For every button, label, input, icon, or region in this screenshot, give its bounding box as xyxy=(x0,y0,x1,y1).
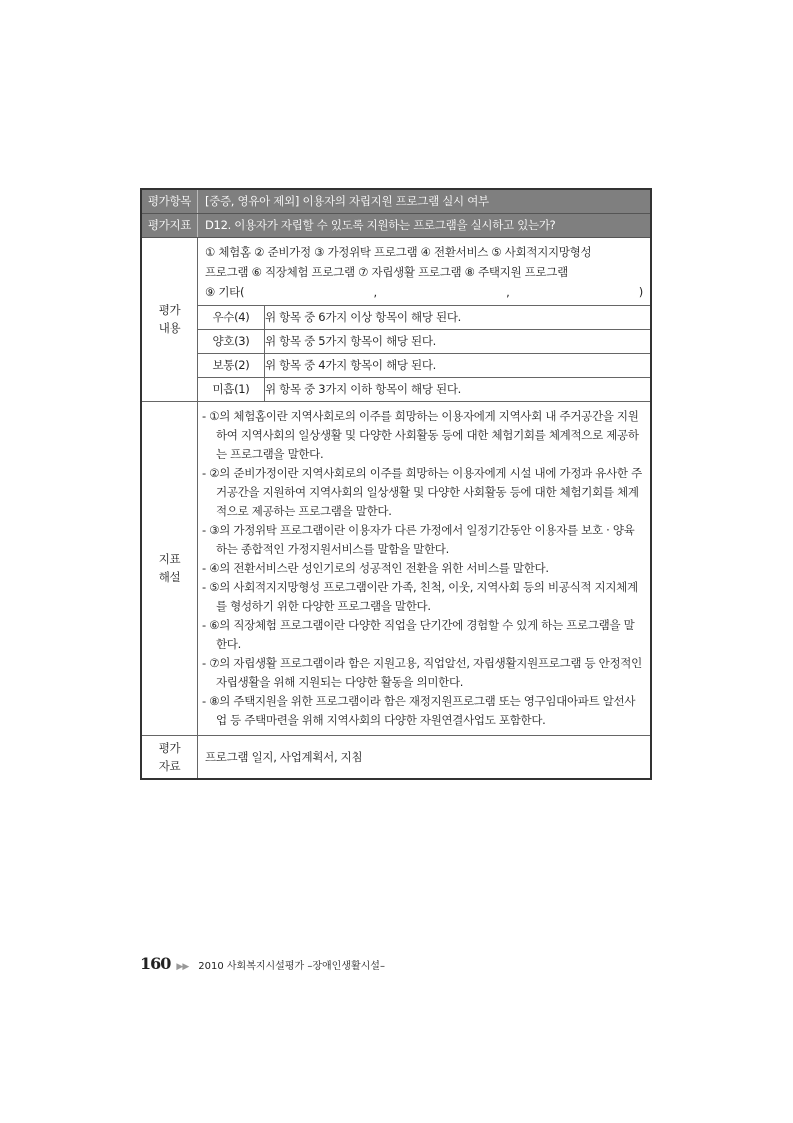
evaluation-table xyxy=(140,188,652,780)
grade-desc: 위 항목 중 5가지 항목이 해당 된다. xyxy=(265,329,651,353)
material-row xyxy=(141,735,651,779)
item-value: [중증, 영유아 제외] 이용자의 자립지원 프로그램 실시 여부 xyxy=(198,189,652,213)
grade-table xyxy=(198,306,650,401)
page-footer xyxy=(140,954,385,973)
footer-title: 2010 사회복지시설평가 –장애인생활시설– xyxy=(198,961,385,972)
grade-desc: 위 항목 중 4가지 항목이 해당 된다. xyxy=(265,353,651,377)
options-list xyxy=(198,238,650,306)
item-label: 평가항목 xyxy=(141,189,198,213)
explain-item: - ⑤의 사회적지지망형성 프로그램이란 가족, 친척, 이웃, 지역사회 등의 비공식적 지지체계를 형성하기 위한 다양한 프로그램을 말한다. xyxy=(202,579,638,613)
grade-row xyxy=(198,377,650,401)
options-comma: , xyxy=(506,284,510,299)
indicator-label: 평가지표 xyxy=(141,213,198,237)
explain-item: - ①의 체험홈이란 지역사회로의 이주를 희망하는 이용자에게 지역사회 내 주거공간을 지원하여 지역사회의 일상생활 및 다양한 사회활동 등에 대한 체험기회를 체계적으로 제공하는 프로그램을 말한다. xyxy=(202,408,639,461)
grade-row xyxy=(198,306,650,330)
grade-desc: 위 항목 중 6가지 이상 항목이 해당 된다. xyxy=(265,306,651,330)
explain-item: - ③의 가정위탁 프로그램이란 이용자가 다른 가정에서 일정기간동안 이용자를 보호 · 양육하는 종합적인 가정지원서비스를 말함을 말한다. xyxy=(202,522,635,556)
material-label: 평가 자료 xyxy=(141,735,198,779)
page-number: 160 xyxy=(140,954,171,973)
options-line: 프로그램 ⑥ 직장체험 프로그램 ⑦ 자립생활 프로그램 ⑧ 주택지원 프로그램 xyxy=(205,264,568,279)
grade-label: 보통(2) xyxy=(198,353,265,377)
grade-desc: 위 항목 중 3가지 이하 항목이 해당 된다. xyxy=(265,382,461,396)
explain-item: - ⑦의 자립생활 프로그램이라 함은 지원고용, 직업알선, 자립생활지원프로그램 등 안정적인 자립생활을 위해 지원되는 다양한 활동을 의미한다. xyxy=(202,655,642,689)
explain-label: 지표 해설 xyxy=(141,401,198,735)
explain-item: - ④의 전환서비스란 성인기로의 성공적인 전환을 위한 서비스를 말한다. xyxy=(202,560,549,575)
grade-row xyxy=(198,329,650,353)
explain-row xyxy=(141,401,651,735)
grade-label: 미흡(1) xyxy=(198,377,265,401)
grade-label: 양호(3) xyxy=(198,329,265,353)
content-label: 평가 내용 xyxy=(141,237,198,401)
arrow-icon: ▶▶ xyxy=(176,962,189,972)
explain-item: - ⑧의 주택지원을 위한 프로그램이라 함은 재정지원프로그램 또는 영구임대아파트 알선사업 등 주택마련을 위해 지역사회의 다양한 자원연결사업도 포함한다. xyxy=(202,693,636,727)
grade-label: 우수(4) xyxy=(198,306,265,330)
item-row xyxy=(141,189,651,213)
material-value: 프로그램 일지, 사업계획서, 지침 xyxy=(198,735,652,779)
options-line-etc xyxy=(205,282,643,302)
indicator-value: D12. 이용자가 자립할 수 있도록 지원하는 프로그램을 실시하고 있는가? xyxy=(198,213,652,237)
explain-item: - ②의 준비가정이란 지역사회로의 이주를 희망하는 이용자에게 시설 내에 가정과 유사한 주거공간을 지원하여 지역사회의 일상생활 및 다양한 사회활동 등에 대한 체험기회를 체계적으로 제공하는 프로그램을 말한다. xyxy=(202,465,642,518)
grade-row xyxy=(198,353,650,377)
content-row xyxy=(141,237,651,401)
options-comma: , xyxy=(373,284,377,299)
explain-list xyxy=(198,401,652,735)
explain-item: - ⑥의 직장체험 프로그램이란 다양한 직업을 단기간에 경험할 수 있게 하는 프로그램을 말한다. xyxy=(202,617,635,651)
options-etc-end: ) xyxy=(638,284,643,299)
indicator-row xyxy=(141,213,651,237)
options-line: ① 체험홈 ② 준비가정 ③ 가정위탁 프로그램 ④ 전환서비스 ⑤ 사회적지지망형성 xyxy=(205,244,592,259)
options-etc-start: ⑨ 기타( xyxy=(205,284,245,299)
